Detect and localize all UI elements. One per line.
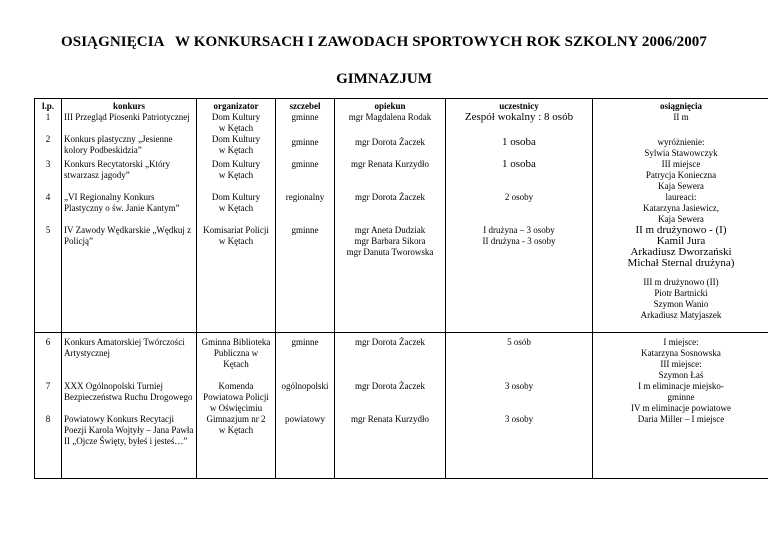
- osiagniecia-cell: I m eliminacje miejsko- gminne IV m eliminacje powiatowe: [593, 381, 768, 414]
- szczebel-cell: gminne: [276, 159, 335, 192]
- konkurs-cell: III Przegląd Piosenki Patriotycznej: [62, 112, 197, 134]
- konkurs-cell: „VI Regionalny Konkurs Plastyczny o św. Janie Kantym”: [62, 192, 197, 225]
- osiagniecia-cell: I miejsce: Katarzyna Sosnowska III miejsce: Szymon Łaś: [593, 333, 768, 382]
- osiagniecia-cell: laureaci: Katarzyna Jasiewicz, Kaja Sewera: [593, 192, 768, 225]
- konkurs-cell: Powiatowy Konkurs Recytacji Poezji Karola Wojtyły – Jana Pawła II „Ojcze Święty, byłeś i jesteś…”: [62, 414, 197, 479]
- organizator-cell: Dom Kultury w Kętach: [197, 192, 276, 225]
- organizator-cell: Gimnazjum nr 2 w Kętach: [197, 414, 276, 479]
- szczebel-cell: ogólnopolski: [276, 381, 335, 414]
- osiagniecia-cell: wyróżnienie: Sylwia Stawowczyk: [593, 134, 768, 159]
- col-opiekun-header: opiekun: [335, 99, 446, 113]
- col-osiagniecia-header: osiągnięcia: [593, 99, 768, 113]
- uczestnicy-cell: 5 osób: [446, 333, 593, 382]
- lp-cell: 7: [35, 381, 62, 414]
- konkurs-cell: IV Zawody Wędkarskie „Wędkuj z Policją”: [62, 225, 197, 333]
- organizator-cell: Dom Kultury w Kętach: [197, 134, 276, 159]
- organizator-cell: Dom Kultury w Kętach: [197, 159, 276, 192]
- team-result-1: II m drużynowo - (I) Kamil Jura Arkadiusz Dworzański Michał Sternal drużyna): [627, 224, 735, 269]
- szczebel-cell: gminne: [276, 112, 335, 134]
- lp-cell: 4: [35, 192, 62, 225]
- table-row: [35, 112, 768, 134]
- konkurs-cell: Konkurs Recytatorski „Który stwarzasz jagody”: [62, 159, 197, 192]
- osiagniecia-cell: III miejsce Patrycja Konieczna Kaja Sewera: [593, 159, 768, 192]
- opiekun-cell: mgr Aneta Dudziak mgr Barbara Sikora mgr Danuta Tworowska: [335, 225, 446, 333]
- organizator-cell: Komenda Powiatowa Policji w Oświęcimiu: [197, 381, 276, 414]
- lp-cell: 5: [35, 225, 62, 333]
- lp-cell: 1: [35, 112, 62, 134]
- opiekun-cell: mgr Renata Kurzydło: [335, 414, 446, 479]
- konkurs-cell: Konkurs plastyczny „Jesienne kolory Podbeskidzia”: [62, 134, 197, 159]
- uczestnicy-cell: 3 osoby: [446, 381, 593, 414]
- uczestnicy-cell: 1 osoba: [446, 134, 593, 159]
- opiekun-cell: mgr Dorota Żaczek: [335, 134, 446, 159]
- osiagniecia-cell: [593, 225, 768, 333]
- col-organizator-header: organizator: [197, 99, 276, 113]
- uczestnicy-cell: 1 osoba: [446, 159, 593, 192]
- results-table: [34, 98, 768, 479]
- table-row: [35, 414, 768, 479]
- team-result-2: III m drużynowo (II) Piotr Bartnicki Szymon Wanio Arkadiusz Matyjaszek: [640, 277, 722, 320]
- table-row: [35, 134, 768, 159]
- lp-cell: 6: [35, 333, 62, 382]
- table-row: [35, 333, 768, 382]
- page-title: OSIĄGNIĘCIA W KONKURSACH I ZAWODACH SPORTOWYCH ROK SZKOLNY 2006/2007: [60, 34, 707, 50]
- uczestnicy-cell: I drużyna – 3 osoby II drużyna - 3 osoby: [446, 225, 593, 333]
- opiekun-cell: mgr Renata Kurzydło: [335, 159, 446, 192]
- lp-cell: 2: [35, 134, 62, 159]
- lp-cell: 3: [35, 159, 62, 192]
- konkurs-cell: XXX Ogólnopolski Turniej Bezpieczeństwa Ruchu Drogowego: [62, 381, 197, 414]
- szczebel-cell: gminne: [276, 225, 335, 333]
- konkurs-cell: Konkurs Amatorskiej Twórczości Artystycznej: [62, 333, 197, 382]
- opiekun-cell: mgr Dorota Żaczek: [335, 333, 446, 382]
- table-header-row: [35, 99, 768, 113]
- organizator-cell: Gminna Biblioteka Publiczna w Kętach: [197, 333, 276, 382]
- col-uczestnicy-header: uczestnicy: [446, 99, 593, 113]
- col-konkurs-header: konkurs: [62, 99, 197, 113]
- organizator-cell: Dom Kultury w Kętach: [197, 112, 276, 134]
- col-szczebel-header: szczebel: [276, 99, 335, 113]
- opiekun-cell: mgr Dorota Żaczek: [335, 192, 446, 225]
- osiagniecia-cell: Daria Miller – I miejsce: [593, 414, 768, 479]
- szczebel-cell: regionalny: [276, 192, 335, 225]
- lp-cell: 8: [35, 414, 62, 479]
- szczebel-cell: gminne: [276, 134, 335, 159]
- uczestnicy-cell: 3 osoby: [446, 414, 593, 479]
- szczebel-cell: powiatowy: [276, 414, 335, 479]
- opiekun-cell: mgr Dorota Żaczek: [335, 381, 446, 414]
- szczebel-cell: gminne: [276, 333, 335, 382]
- opiekun-cell: mgr Magdalena Rodak: [335, 112, 446, 134]
- table-row: [35, 159, 768, 192]
- uczestnicy-cell: 2 osoby: [446, 192, 593, 225]
- organizator-cell: Komisariat Policji w Kętach: [197, 225, 276, 333]
- table-row: [35, 192, 768, 225]
- section-subtitle: GIMNAZJUM: [336, 71, 432, 87]
- table-row: [35, 381, 768, 414]
- table-row: [35, 225, 768, 333]
- uczestnicy-cell: Zespół wokalny : 8 osób: [446, 112, 593, 134]
- col-lp-header: l.p.: [35, 99, 62, 113]
- osiagniecia-cell: II m: [593, 112, 768, 134]
